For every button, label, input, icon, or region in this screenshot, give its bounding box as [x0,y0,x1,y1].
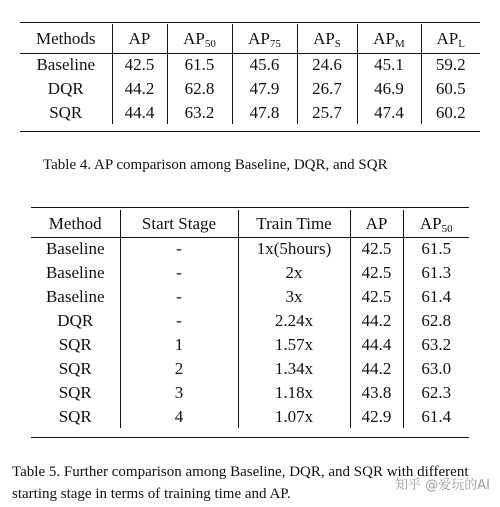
table-cell: - [120,308,238,332]
table-cell: 61.5 [403,236,469,260]
table-cell: 59.2 [421,52,480,76]
table-cell: 42.5 [112,52,167,76]
table-row [31,308,469,332]
table-cell: 44.2 [350,356,403,380]
table5-header-cell: Start Stage [120,210,238,236]
table-cell: 60.2 [421,100,480,124]
table-cell: 62.8 [403,308,469,332]
table-row [20,100,480,124]
table-cell: Baseline [36,54,96,74]
table-cell: DQR [47,78,84,98]
table-cell: 61.4 [403,404,469,428]
table5-header-cell: $AP_{50}$ [403,210,469,236]
table-cell: 47.4 [357,100,421,124]
table-cell: SQR [58,406,92,426]
table-cell: 25.7 [297,100,357,124]
table-cell: 62.3 [403,380,469,404]
table-cell: 44.2 [112,76,167,100]
table-cell: 1.07x [238,404,350,428]
table-cell: 3x [238,284,350,308]
table-cell: 4 [120,404,238,428]
table-cell: SQR [58,382,92,402]
table-cell: 63.2 [167,100,232,124]
table-cell: 42.5 [350,284,403,308]
table4 [20,24,480,124]
table-cell: 24.6 [297,52,357,76]
table-cell: 26.7 [297,76,357,100]
table4-header-row [20,24,480,52]
table-cell: 1 [120,332,238,356]
table4-header-cell: $AP_L$ [421,24,480,52]
table-cell: 2.24x [238,308,350,332]
table-cell: 47.9 [232,76,297,100]
table-cell: DQR [57,310,94,330]
table-row [31,380,469,404]
table-cell: 60.5 [421,76,480,100]
table-cell: 62.8 [167,76,232,100]
table-cell: 1.18x [238,380,350,404]
table-row [31,332,469,356]
table4-header-cell: Methods [36,28,96,48]
table4-header-cell: $AP_S$ [297,24,357,52]
table-cell: 1.57x [238,332,350,356]
table-cell: 42.5 [350,260,403,284]
table4-caption: Table 4. AP comparison among Baseline, DQR, and SQR [43,157,388,173]
table5-bottom-rule [31,437,469,438]
table-cell: - [120,284,238,308]
table-row [31,236,469,260]
table-row [31,404,469,428]
table-cell: 2x [238,260,350,284]
table-cell: 42.9 [350,404,403,428]
table-cell: Baseline [45,238,105,258]
table-cell: - [120,260,238,284]
table-row [20,76,480,100]
table-cell: 44.4 [112,100,167,124]
table5-caption: Table 5. Further comparison among Baseline, DQR, and SQR with different starting stage in terms of training time and AP. [12,464,469,502]
table5 [31,210,469,428]
table4-body [20,52,480,124]
table-cell: 2 [120,356,238,380]
table-cell: 61.3 [403,260,469,284]
table4-top-rule [20,22,480,23]
table-cell: - [120,236,238,260]
table-cell: 3 [120,380,238,404]
table4-header-cell: AP [112,24,167,52]
table4-header-rule [20,53,480,54]
table5-header-cell: AP [350,210,403,236]
table4-bottom-rule [20,131,480,132]
table-cell: 61.5 [167,52,232,76]
table-cell: 63.2 [403,332,469,356]
table-cell: 44.4 [350,332,403,356]
table4-header-cell: $AP_{50}$ [167,24,232,52]
table-cell: 63.0 [403,356,469,380]
table-cell: 43.8 [350,380,403,404]
table-cell: SQR [49,102,83,122]
watermark: 知乎 @爱玩的AI [395,478,490,493]
table-row [20,52,480,76]
table-cell: 45.1 [357,52,421,76]
table4-header-cell: $AP_{75}$ [232,24,297,52]
table5-header-row [31,210,469,236]
table-cell: Baseline [45,262,105,282]
table5-header-cell: Method [48,213,102,233]
table-cell: 61.4 [403,284,469,308]
table-cell: 42.5 [350,236,403,260]
table-cell: 44.2 [350,308,403,332]
table-row [31,356,469,380]
table5-header-rule [31,237,469,238]
table-cell: 1.34x [238,356,350,380]
table-cell: SQR [58,358,92,378]
table4-header-cell: $AP_M$ [357,24,421,52]
table-cell: 45.6 [232,52,297,76]
table-cell: 47.8 [232,100,297,124]
table-row [31,284,469,308]
table-cell: SQR [58,334,92,354]
table5-body [31,236,469,428]
table-row [31,260,469,284]
table5-header-cell: Train Time [238,210,350,236]
table-cell: 46.9 [357,76,421,100]
table5-top-rule [31,207,469,208]
table-cell: 1x(5hours) [238,236,350,260]
table-cell: Baseline [45,286,105,306]
